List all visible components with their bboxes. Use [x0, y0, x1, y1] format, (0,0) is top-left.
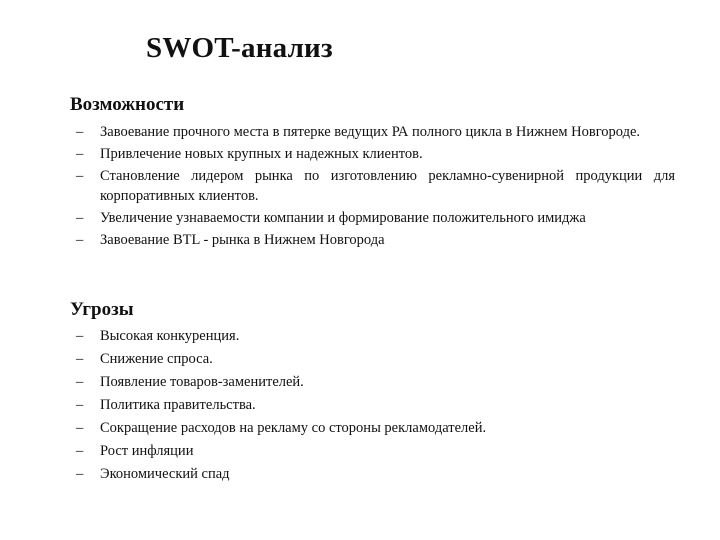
- page-title: SWOT-анализ: [146, 32, 333, 64]
- list-item-text: Рост инфляции: [100, 443, 194, 459]
- list-item: [70, 208, 675, 228]
- threats-heading: Угрозы: [70, 299, 134, 320]
- list-item-text: Политика правительства.: [100, 397, 256, 413]
- dash-bullet-icon: –: [76, 443, 84, 459]
- list-item: [70, 144, 675, 164]
- list-item-text: Становление лидером рынка по изготовлению рекламно-сувенирной продукции для корпоративных клиентов.: [100, 168, 675, 204]
- opportunities-heading: Возможности: [70, 94, 185, 115]
- dash-bullet-icon: –: [76, 328, 84, 344]
- threats-list: [70, 326, 675, 484]
- list-item-text: Завоевание прочного места в пятерке ведущих РА полного цикла в Нижнем Новгороде.: [100, 124, 641, 140]
- list-item: [70, 230, 675, 250]
- dash-bullet-icon: –: [76, 374, 84, 390]
- dash-bullet-icon: –: [76, 146, 84, 162]
- opportunities-list: [70, 122, 675, 250]
- dash-bullet-icon: –: [76, 232, 84, 248]
- list-item: [70, 441, 675, 461]
- list-item-text: Снижение спроса.: [100, 351, 213, 367]
- list-item-text: Завоевание BTL - рынка в Нижнем Новгорода: [100, 232, 385, 248]
- list-item: [70, 464, 675, 484]
- list-item: [70, 349, 675, 369]
- dash-bullet-icon: –: [76, 210, 84, 226]
- list-item: [70, 395, 675, 415]
- list-item-text: Привлечение новых крупных и надежных клиентов.: [100, 146, 423, 162]
- dash-bullet-icon: –: [76, 420, 84, 436]
- list-item: [70, 372, 675, 392]
- dash-bullet-icon: –: [76, 168, 84, 184]
- list-item-text: Увеличение узнаваемости компании и формирование положительного имиджа: [100, 210, 586, 226]
- list-item: [70, 418, 675, 438]
- dash-bullet-icon: –: [76, 124, 84, 140]
- list-item: [70, 122, 675, 142]
- list-item: [70, 166, 675, 206]
- list-item-text: Сокращение расходов на рекламу со стороны рекламодателей.: [100, 420, 487, 436]
- list-item-text: Появление товаров-заменителей.: [100, 374, 304, 390]
- list-item: [70, 326, 675, 346]
- dash-bullet-icon: –: [76, 351, 84, 367]
- dash-bullet-icon: –: [76, 466, 84, 482]
- list-item-text: Высокая конкуренция.: [100, 328, 240, 344]
- list-item-text: Экономический спад: [100, 466, 230, 482]
- dash-bullet-icon: –: [76, 397, 84, 413]
